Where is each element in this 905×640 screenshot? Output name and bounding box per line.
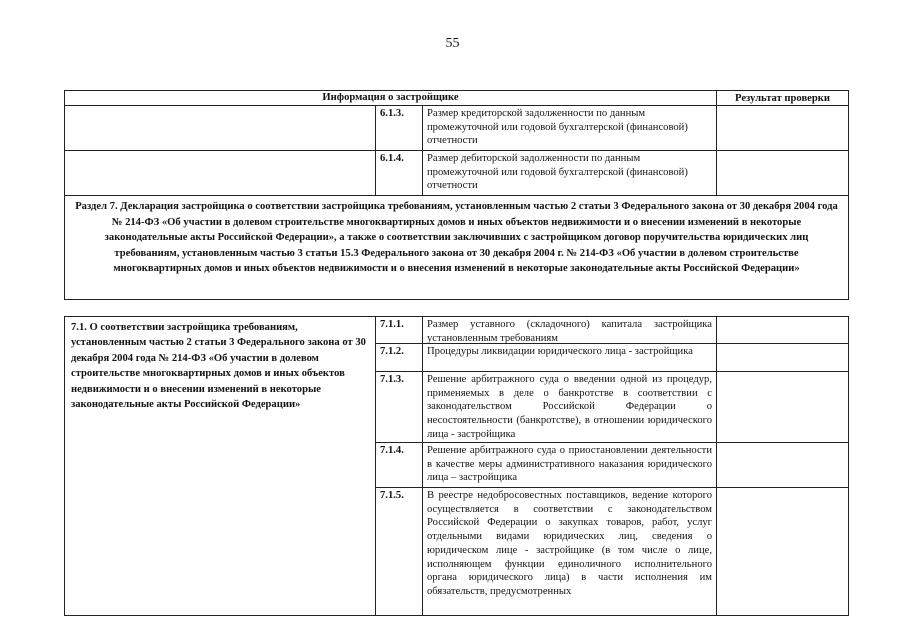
section-7-title: Раздел 7. Декларация застройщика о соответствии застройщика требованиям, установленным частью 2 статьи 3 Федерального закона от 30 декабря 2004 года № 214-ФЗ «Об участии в долевом строительстве многоквартирных домов и иных объектов недвижимости и о внесении изменений в некоторые законодательные акты Российской Федерации», а также о соответствии заключивших с застройщиком договор поручительства юридических лиц требованиям, установленным частью 3 статьи 15.3 Федерального закона от 30 декабря 2004 г. № 214-ФЗ «Об участии в долевом строительстве многоквартирных домов и иных объектов недвижимости и о внесения изменений в некоторые законодательные акты Российской Федерации» (75, 201, 838, 275)
row-number: 6.1.4. (375, 151, 422, 195)
header-info: Информация о застройщике (322, 92, 459, 103)
row-text: Решение арбитражного суда о введении одной из процедур, применяемых в деле о банкротстве в соответствии с законодательством Российской Федерации о несостоятельности (банкротстве), в отношении юридического лица - застройщика (422, 372, 716, 442)
table-row (375, 371, 848, 442)
block-7-1-label: 7.1. О соответствии застройщика требованиям, установленным частью 2 статьи 3 Федерального закона от 30 декабря 2004 года № 214-ФЗ «Об участии в долевом строительстве многоквартирных домов и иных объектов недвижимости и о внесении изменений в некоторые законодательные акты Российской Федерации» (71, 322, 366, 411)
row-number: 6.1.3. (375, 106, 422, 150)
row-text: Размер дебиторской задолженности по данным промежуточной или годовой бухгалтерской (финансовой) отчетности (422, 151, 716, 195)
spacer (64, 300, 849, 316)
section-7-row (64, 196, 849, 300)
row-text: В реестре недобросовестных поставщиков, ведение которого осуществляется в соответствии с законодательством Российской Федерации о закупках товаров, работ, услуг отдельными видами юридических лиц, сведения о юридическом лице - застройщике (в том числе о лице, исполняющем функции единоличного исполнительного органа юридического лица) в части исполнения им обязательств, предусмотренных (422, 488, 716, 615)
row-number: 7.1.5. (375, 488, 422, 615)
result-cell (716, 488, 848, 615)
result-cell (716, 106, 848, 150)
empty-cell (65, 151, 375, 195)
block-7-1 (64, 316, 849, 616)
row-text: Размер уставного (складочного) капитала застройщика установленным требованиям (422, 317, 716, 343)
row-number: 7.1.2. (375, 344, 422, 371)
table-row (64, 106, 849, 151)
table-header-row (64, 90, 849, 106)
row-number: 7.1.4. (375, 443, 422, 487)
declaration-table (64, 90, 849, 616)
block-7-1-rows (375, 317, 848, 615)
page-number: 55 (445, 36, 460, 51)
result-cell (716, 151, 848, 195)
row-number: 7.1.1. (375, 317, 422, 343)
table-row (375, 317, 848, 343)
result-cell (716, 443, 848, 487)
table-row (64, 151, 849, 196)
result-cell (716, 372, 848, 442)
result-cell (716, 344, 848, 371)
row-text: Решение арбитражного суда о приостановлении деятельности в качестве меры административного наказания юридического лица – застройщика (422, 443, 716, 487)
table-row (375, 442, 848, 487)
header-result: Результат проверки (716, 91, 848, 105)
row-number: 7.1.3. (375, 372, 422, 442)
table-row (375, 343, 848, 371)
table-row (375, 487, 848, 615)
result-cell (716, 317, 848, 343)
row-text: Процедуры ликвидации юридического лица - застройщика (422, 344, 716, 371)
empty-cell (65, 106, 375, 150)
row-text: Размер кредиторской задолженности по данным промежуточной или годовой бухгалтерской (финансовой) отчетности (422, 106, 716, 150)
